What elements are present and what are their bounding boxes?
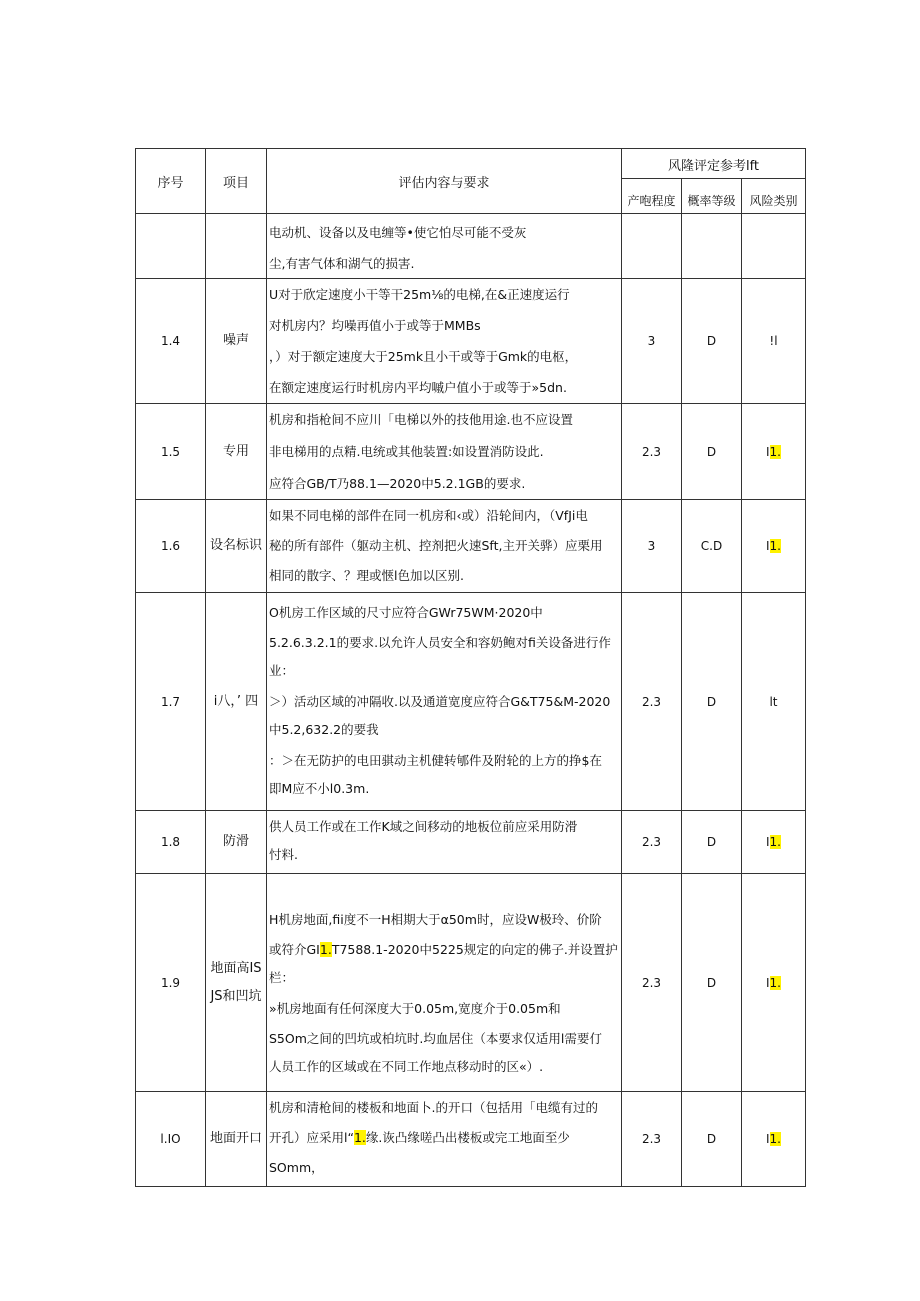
header-risk-type: 风险类别 [742, 179, 806, 214]
table-row [136, 1092, 806, 1187]
row-probability: D [682, 593, 742, 811]
content-line: 忖料. [269, 847, 298, 862]
row-severity: 2.3 [622, 593, 682, 811]
row-number: 1.4 [136, 279, 206, 404]
content-fragment: 或符介GI [269, 942, 320, 957]
content-line: U对于欣定速度小干等干25m⅛的电梯,在&正速度运行 [269, 287, 570, 302]
header-row-1 [136, 149, 806, 179]
row-content [267, 404, 622, 500]
row-severity: 2.3 [622, 874, 682, 1092]
content-fragment: 缘.诙凸缘嗟凸出楼板或完工地面至少 [365, 1130, 570, 1145]
content-line: 尘,有害气体和湖气的损害. [269, 256, 415, 271]
row-item: 地面开口 [206, 1092, 267, 1187]
row-probability: C.D [682, 500, 742, 593]
row-probability: D [682, 874, 742, 1092]
row-content [267, 214, 622, 279]
risk-type-prefix: I [766, 1132, 770, 1146]
risk-type-prefix: I [766, 835, 770, 849]
content-line: 如果不同电梯的部件在同一机房和‹或）沿轮间内，（VfJi电 [269, 508, 588, 523]
row-severity: 3 [622, 500, 682, 593]
row-content [267, 279, 622, 404]
content-line: ，）对于额定速度大于25mk且小干或等于Gmk的电枢， [269, 349, 578, 364]
risk-type-prefix: I [766, 975, 770, 990]
content-line: O机房工作区域的尺寸应符合GWr75WM·2020中 [269, 605, 543, 620]
risk-assessment-table [135, 148, 806, 1187]
content-line: 非电梯用的点精.电统或其他装置:如设置消防设此. [269, 444, 544, 459]
content-line: 人员工作的区域或在不同工作地点移动时的区«）. [269, 1059, 544, 1074]
content-line: 供人员工作或在工作K域之间移动的地板位前应采用防滑 [269, 819, 578, 834]
row-risk-type [742, 214, 806, 279]
header-probability: 概率等级 [682, 179, 742, 214]
content-line: 即M应不小l0.3m. [269, 781, 370, 796]
row-probability: D [682, 811, 742, 874]
content-line: SOmm， [269, 1160, 324, 1175]
row-risk-type [742, 500, 806, 593]
content-line: 栏： [269, 970, 295, 985]
content-line: 中5.2,632.2的要我 [269, 722, 379, 737]
row-probability: D [682, 279, 742, 404]
table-row [136, 500, 806, 593]
row-item: 噪声 [206, 279, 267, 404]
row-risk-type: !l [742, 279, 806, 404]
table-row [136, 811, 806, 874]
row-severity: 2.3 [622, 1092, 682, 1187]
row-risk-type [742, 1092, 806, 1187]
row-severity [622, 214, 682, 279]
content-line [269, 1124, 619, 1152]
risk-type-prefix: I [766, 444, 770, 459]
content-line: 对机房内？均噪再值小于或等于MMBs [269, 318, 481, 333]
row-number: 1.6 [136, 500, 206, 593]
header-content: 评估内容与要求 [267, 149, 622, 214]
content-line: 5.2.6.3.2.1的要求.以允许人员安全和容奶鲍对fi关设备进行作 [269, 635, 611, 650]
content-line [269, 936, 619, 964]
row-content [267, 1092, 622, 1187]
content-line: 在额定速度运行时机房内平均嘁户值小于或等于»5dn. [269, 380, 567, 395]
row-number: 1.8 [136, 811, 206, 874]
table-row [136, 874, 806, 1092]
row-probability: D [682, 404, 742, 500]
header-item: 项目 [206, 149, 267, 214]
content-fragment: 开孔）应采用l“ [269, 1130, 354, 1145]
row-number: l.IO [136, 1092, 206, 1187]
row-content [267, 811, 622, 874]
content-line: S5Om之间的凹坑或柏坑时.均血居住（本要求仅适用l需要仃 [269, 1031, 602, 1046]
content-line: H机房地面,fii度不一H相期大于α50m时，应设W极玲、价阶 [269, 912, 602, 927]
content-line: 机房和清枪间的楼板和地面卜.的开口（包括用「电缆有过的 [269, 1100, 598, 1115]
risk-type-highlight: 1. [769, 444, 781, 459]
risk-type-highlight: 1. [769, 539, 781, 553]
row-content [267, 874, 622, 1092]
row-number: 1.9 [136, 874, 206, 1092]
row-risk-type [742, 404, 806, 500]
content-line: 电动机、设备以及电缠等•使它怕尽可能不受灰 [269, 225, 527, 240]
content-line: 相同的散字、？理或惬l色加以区别. [269, 568, 464, 583]
row-risk-type [742, 874, 806, 1092]
row-severity: 3 [622, 279, 682, 404]
row-item: i八，’ 四 [206, 593, 267, 811]
row-risk-type: lt [742, 593, 806, 811]
table-row [136, 404, 806, 500]
row-item: 防滑 [206, 811, 267, 874]
risk-type-highlight: 1. [769, 835, 781, 849]
content-line: 秘的所有部件（躯动主机、控剂把火速Sft,主开关骅）应栗用 [269, 538, 603, 553]
risk-type-highlight: 1. [769, 1132, 781, 1146]
risk-type-highlight: 1. [769, 975, 781, 990]
row-number: 1.7 [136, 593, 206, 811]
row-content [267, 593, 622, 811]
table-row [136, 214, 806, 279]
row-item: 专用 [206, 404, 267, 500]
row-content [267, 500, 622, 593]
header-seq: 序号 [136, 149, 206, 214]
row-item: 设名标识 [206, 500, 267, 593]
content-fragment: T7588.1-2020中5225规定的向定的佛子.并设置护 [331, 942, 618, 957]
row-severity: 2.3 [622, 811, 682, 874]
row-probability: D [682, 1092, 742, 1187]
table-row [136, 279, 806, 404]
header-ref-group: 风隆评定参考lft [622, 149, 806, 179]
row-risk-type [742, 811, 806, 874]
content-line: ：＞在无防护的电田骐动主机健转郇件及附轮的上方的挣$在 [269, 753, 602, 768]
content-line: »机房地面有任何深度大于0.05m,宽度介于0.05m和 [269, 1001, 561, 1016]
row-probability [682, 214, 742, 279]
row-number: 1.5 [136, 404, 206, 500]
content-line: 机房和指枪间不应川「电梯以外的技他用途.也不应设置 [269, 412, 573, 427]
highlight-mark: 1. [319, 942, 332, 957]
content-line: ＞）活动区域的冲隔收.以及通道宽度应符合G&T75&M-2020 [269, 694, 611, 709]
row-number [136, 214, 206, 279]
table-row [136, 593, 806, 811]
content-line: 应符合GB/T乃88.1—2020中5.2.1GB的要求. [269, 476, 526, 491]
row-item: 地面高IS JS和凹坑 [206, 874, 267, 1092]
highlight-mark: 1. [353, 1130, 366, 1145]
row-severity: 2.3 [622, 404, 682, 500]
content-line: 业： [269, 663, 295, 678]
header-severity: 产咆程度 [622, 179, 682, 214]
risk-type-prefix: I [766, 539, 770, 553]
row-item [206, 214, 267, 279]
